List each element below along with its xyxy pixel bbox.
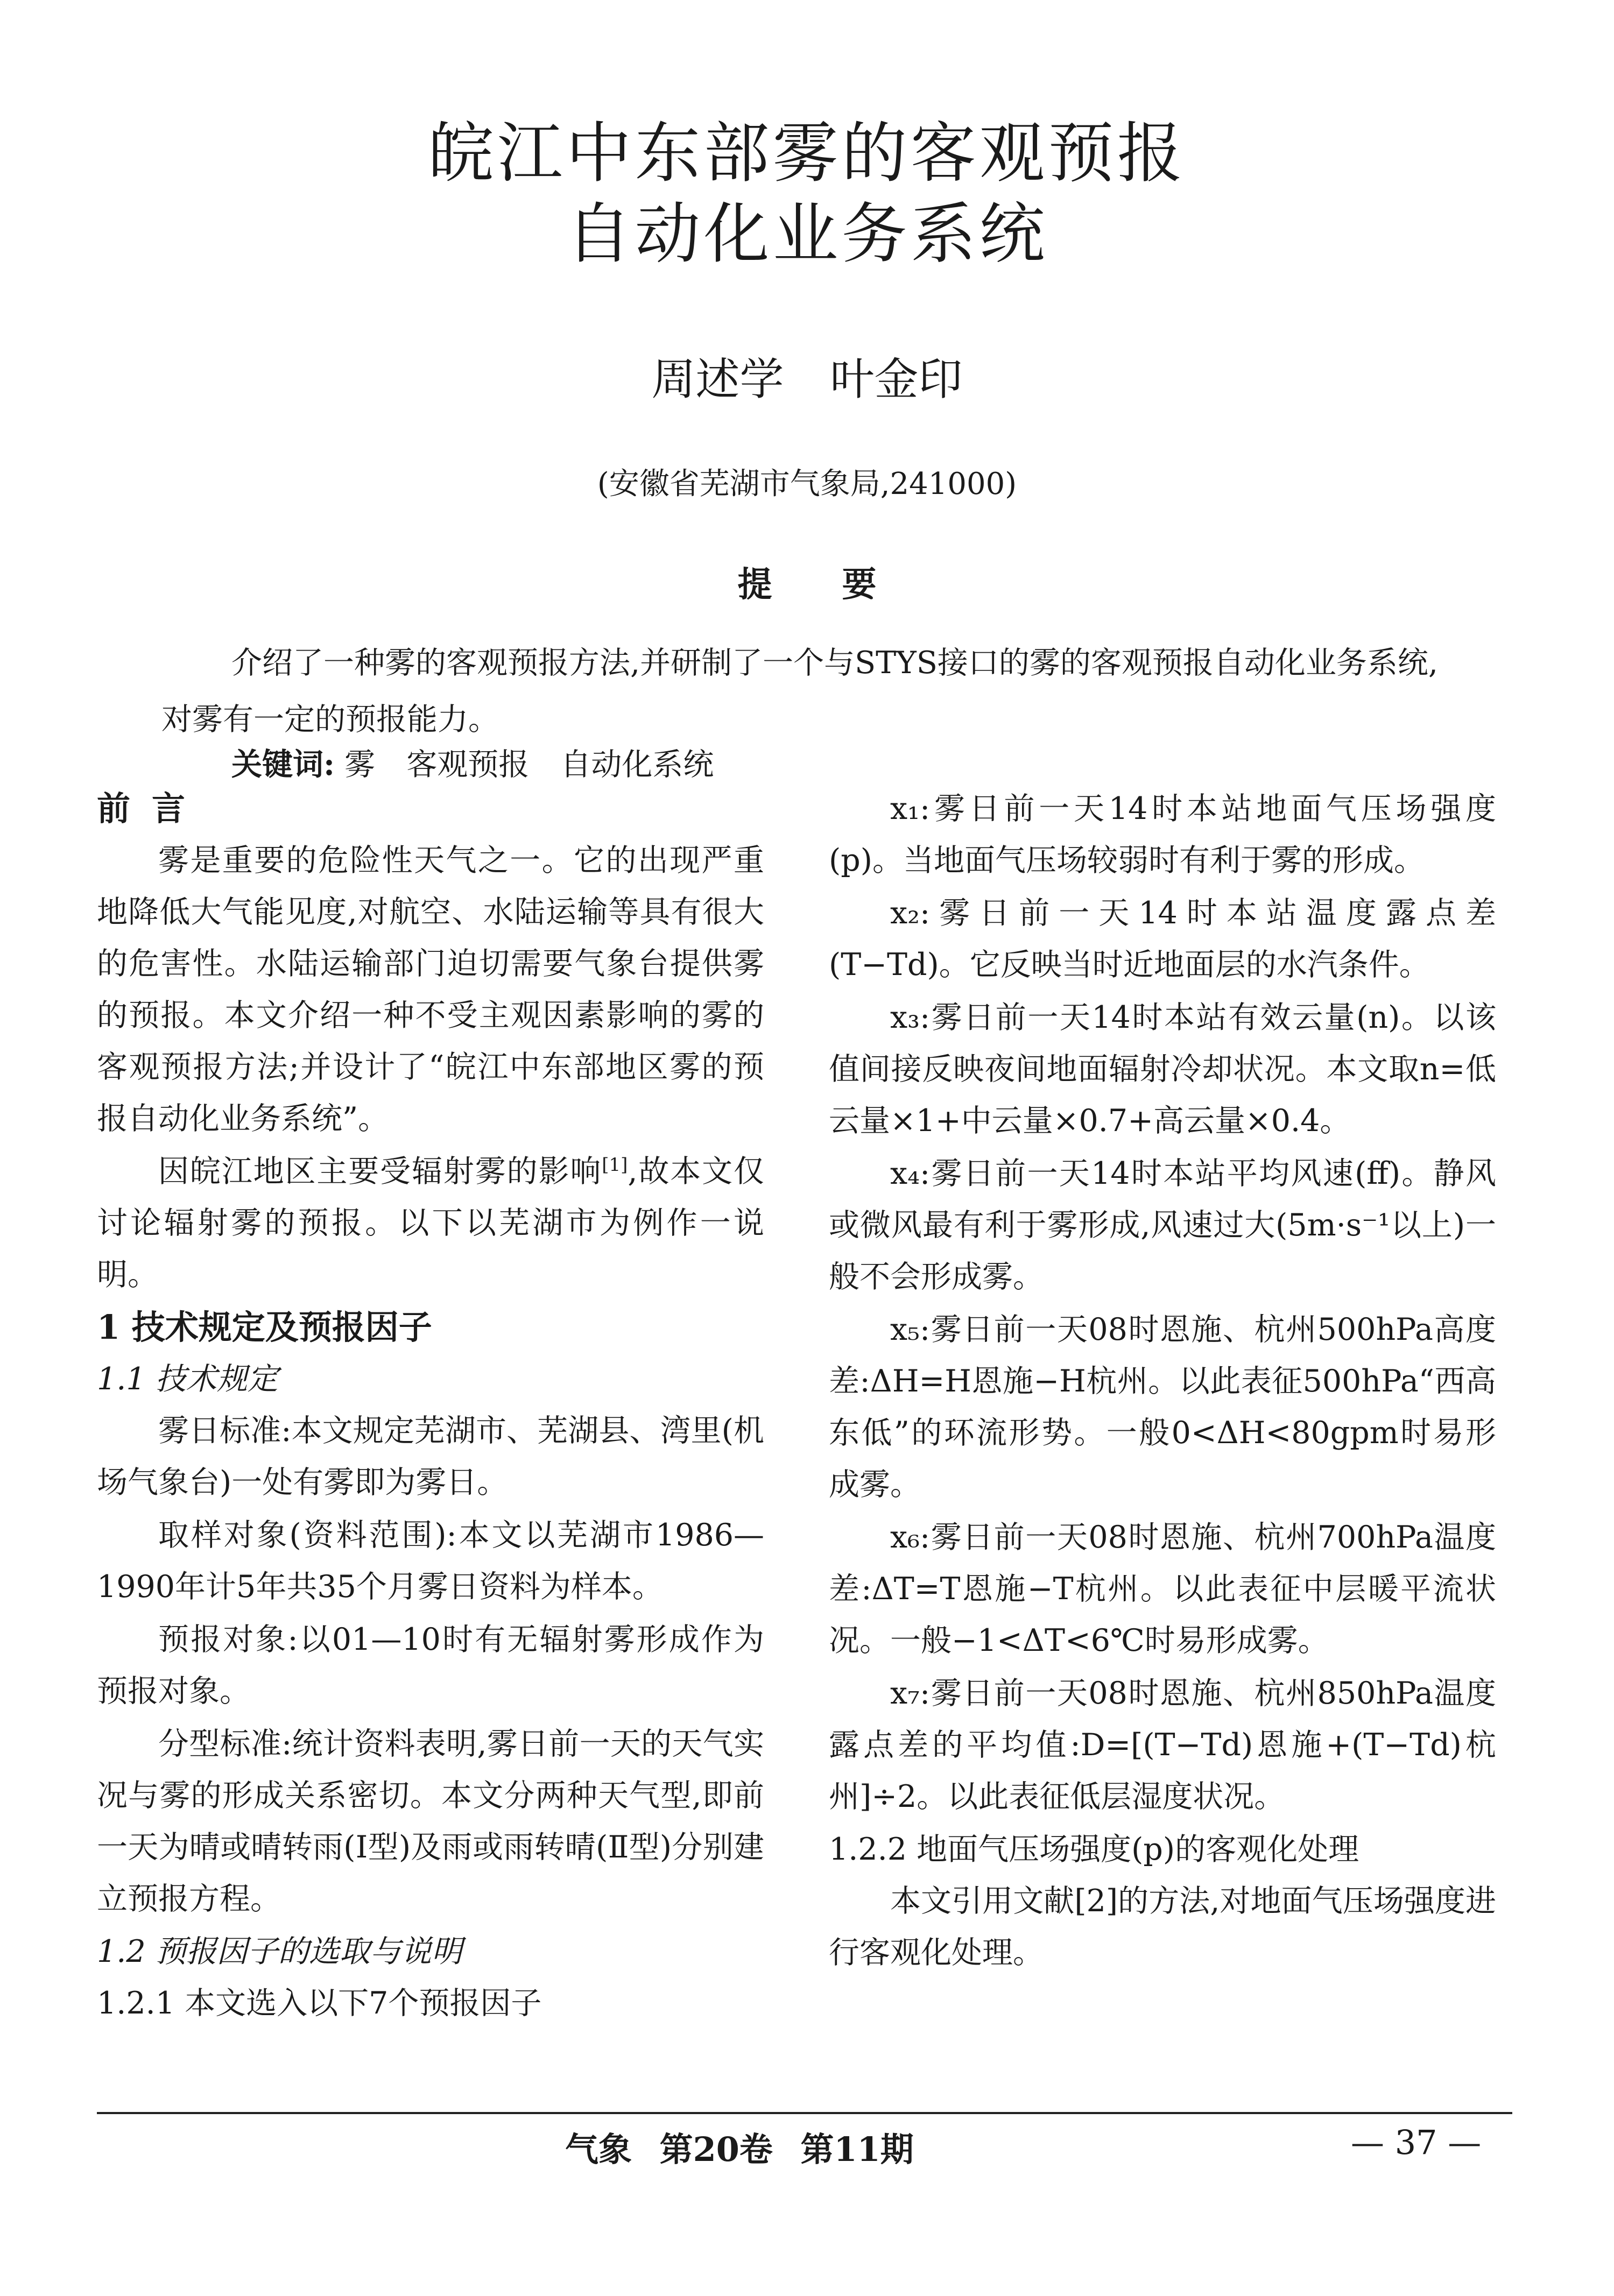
keywords <box>231 740 714 784</box>
affiliation: (安徽省芜湖市气象局,241000) <box>597 467 1017 501</box>
section-heading-1-1: 1.1 技术规定 <box>97 1361 278 1397</box>
footer-rule <box>97 2112 1512 2114</box>
factor-x5: x₅:雾日前一天08时恩施、杭州500hPa高度差:ΔH=H恩施−H杭州。以此表征500hPa“西高东低”的环流形势。一般0<ΔH<80gpm时易形成雾。 <box>829 1312 1496 1502</box>
paragraph: 雾是重要的危险性天气之一。它的出现严重地降低大气能见度,对航空、水陆运输等具有很大的危害性。水陆运输部门迫切需要气象台提供雾的预报。本文介绍一种不受主观因素影响的雾的客观预报方法;并设计了“皖江中东部地区雾的预报自动化业务系统”。 <box>97 843 764 1136</box>
paragraph: 分型标准:统计资料表明,雾日前一天的天气实况与雾的形成关系密切。本文分两种天气型,即前一天为晴或晴转雨(Ⅰ型)及雨或雨转晴(Ⅱ型)分别建立预报方程。 <box>97 1726 764 1917</box>
factor-x6: x₆:雾日前一天08时恩施、杭州700hPa温度差:ΔT=T恩施−T杭州。以此表征中层暖平流状况。一般−1<ΔT<6℃时易形成雾。 <box>829 1520 1496 1658</box>
page-number: — 37 — <box>1351 2123 1482 2162</box>
factor-x4: x₄:雾日前一天14时本站平均风速(ff)。静风或微风最有利于雾形成,风速过大(5m·s⁻¹以上)一般不会形成雾。 <box>829 1156 1496 1295</box>
right-column <box>829 783 1496 1980</box>
factor-x7: x₇:雾日前一天08时恩施、杭州850hPa温度露点差的平均值:D=[(T−Td)恩施+(T−Td)杭州]÷2。以此表征低层湿度状况。 <box>829 1676 1496 1814</box>
abstract-text: 介绍了一种雾的客观预报方法,并研制了一个与STYS接口的雾的客观预报自动化业务系统,对雾有一定的预报能力。 <box>161 645 1438 737</box>
section-heading-1-2-2: 1.2.2 地面气压场强度(p)的客观化处理 <box>829 1832 1359 1867</box>
left-column <box>97 783 764 2029</box>
factor-x3: x₃:雾日前一天14时本站有效云量(n)。以该值间接反映夜间地面辐射冷却状况。本文取n=低云量×1+中云量×0.7+高云量×0.4。 <box>829 1000 1496 1139</box>
abstract-heading: 提要 <box>737 564 947 605</box>
title-line-2: 自动化业务系统 <box>566 196 1048 272</box>
journal-info: 气象 第20卷 第11期 <box>565 2130 914 2169</box>
section-heading-1-2: 1.2 预报因子的选取与说明 <box>97 1934 462 1969</box>
authors: 周述学 叶金印 <box>651 354 963 405</box>
keywords-list: 雾 客观预报 自动化系统 <box>344 747 714 782</box>
reference-marker: [1] <box>602 1154 628 1176</box>
paragraph: 雾日标准:本文规定芜湖市、芜湖县、湾里(机场气象台)一处有雾即为雾日。 <box>97 1413 764 1500</box>
section-heading-1-2-1: 1.2.1 本文选入以下7个预报因子 <box>97 1986 542 2021</box>
paragraph-text: ,故本文仅讨论辐射雾的预报。以下以芜湖市为例作一说明。 <box>97 1154 764 1292</box>
title-line-1: 皖江中东部雾的客观预报 <box>428 115 1186 192</box>
factor-x2: x₂:雾日前一天14时本站温度露点差(T−Td)。它反映当时近地面层的水汽条件。 <box>829 895 1496 983</box>
paragraph: 预报对象:以01—10时有无辐射雾形成作为预报对象。 <box>97 1622 764 1709</box>
keywords-label: 关键词: <box>231 746 335 782</box>
paragraph: 取样对象(资料范围):本文以芜湖市1986—1990年计5年共35个月雾日资料为样本。 <box>97 1517 764 1605</box>
paragraph: 本文引用文献[2]的方法,对地面气压场强度进行客观化处理。 <box>829 1883 1496 1970</box>
factor-x1: x₁:雾日前一天14时本站地面气压场强度(p)。当地面气压场较弱时有利于雾的形成。 <box>829 791 1496 878</box>
section-heading-intro: 前言 <box>97 789 207 828</box>
paragraph <box>97 1146 764 1301</box>
paragraph-text: 因皖江地区主要受辐射雾的影响 <box>158 1154 602 1189</box>
section-heading-1: 1 技术规定及预报因子 <box>97 1308 432 1347</box>
